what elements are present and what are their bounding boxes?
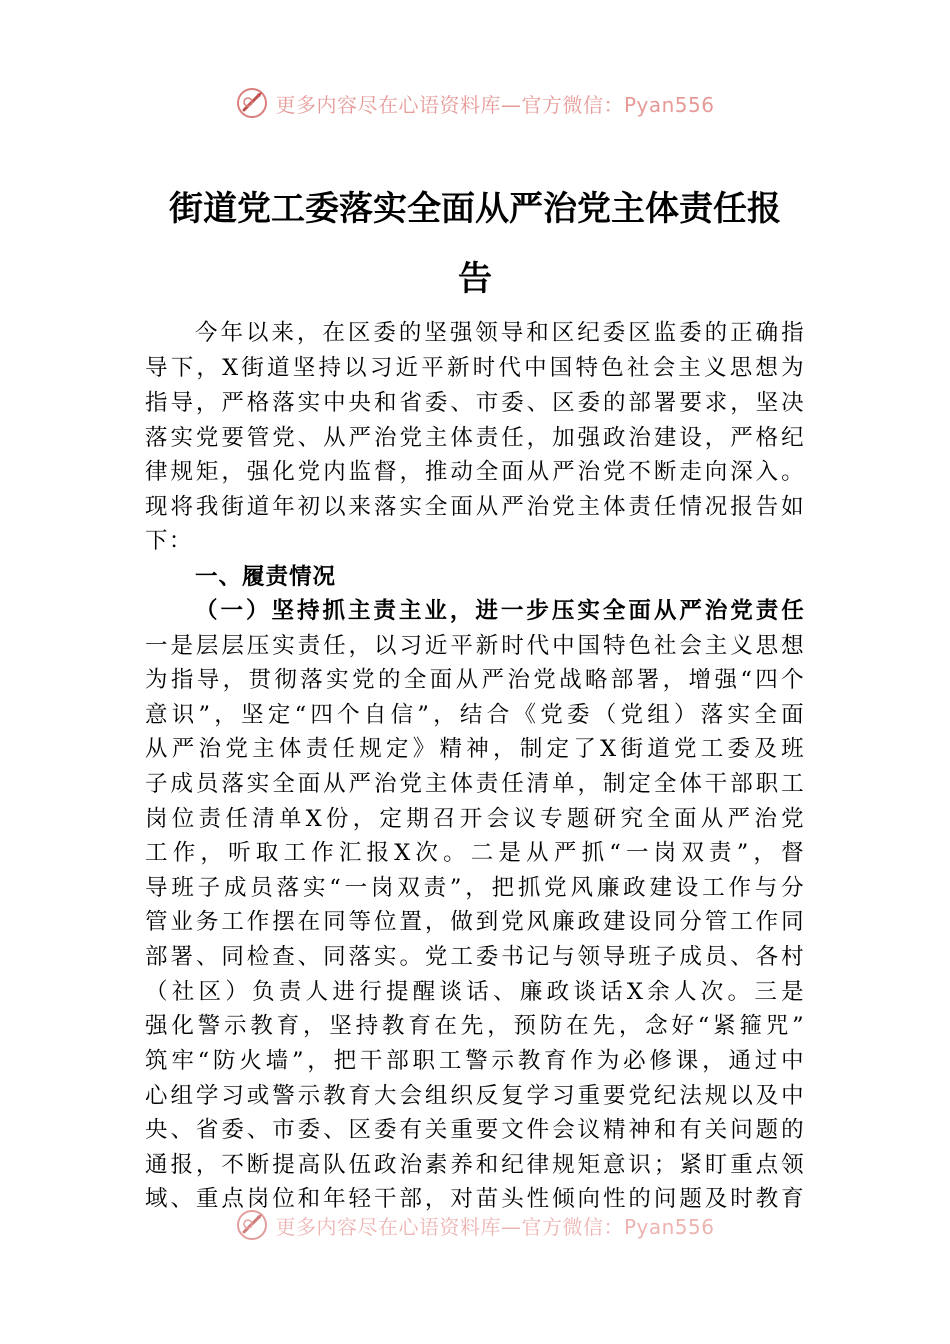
logo-icon	[235, 86, 269, 120]
body-line: 通报，不断提高队伍政治素养和纪律规矩意识；紧盯重点领	[145, 1152, 805, 1178]
body-line: 岗位责任清单X份，定期召开会议专题研究全面从严治党	[145, 806, 805, 832]
intro-line: 律规矩，强化党内监督，推动全面从严治党不断走向深入。	[145, 459, 805, 485]
body-line: 为指导，贯彻落实党的全面从严治党战略部署，增强“四个	[145, 667, 805, 693]
body-line: （社区）负责人进行提醒谈话、廉政谈话X余人次。三是	[145, 979, 805, 1005]
watermark-header	[0, 86, 950, 120]
body-line: 管业务工作摆在同等位置，做到党风廉政建设同分管工作同	[145, 909, 805, 935]
body-line: 子成员落实全面从严治党主体责任清单，制定全体干部职工	[145, 771, 805, 797]
body-line: 部署、同检查、同落实。党工委书记与领导班子成员、各村	[145, 944, 805, 970]
body-line: 央、省委、市委、区委有关重要文件会议精神和有关问题的	[145, 1117, 805, 1143]
intro-line: 现将我街道年初以来落实全面从严治党主体责任情况报告如	[145, 494, 805, 520]
body-line: 导班子成员落实“一岗双责”，把抓党风廉政建设工作与分	[145, 875, 805, 901]
intro-line: 指导，严格落实中央和省委、市委、区委的部署要求，坚决	[145, 390, 805, 416]
subsection-heading: （一）坚持抓主责主业，进一步压实全面从严治党责任	[195, 598, 805, 624]
watermark-text: 更多内容尽在心语资料库—官方微信：Pyan556	[275, 1214, 715, 1239]
body-line: 意识”，坚定“四个自信”，结合《党委（党组）落实全面	[145, 702, 805, 728]
body-line: 从严治党主体责任规定》精神，制定了X街道党工委及班	[145, 736, 805, 762]
body-line: 心组学习或警示教育大会组织反复学习重要党纪法规以及中	[145, 1083, 805, 1109]
document-title-line-2: 告	[458, 259, 492, 299]
intro-line: 落实党要管党、从严治党主体责任，加强政治建设，严格纪	[145, 425, 805, 451]
body-line: 域、重点岗位和年轻干部，对苗头性倾向性的问题及时教育	[145, 1186, 805, 1212]
intro-line: 今年以来，在区委的坚强领导和区纪委区监委的正确指	[195, 320, 805, 346]
body-line: 一是层层压实责任，以习近平新时代中国特色社会主义思想	[145, 633, 805, 659]
watermark-footer	[0, 1208, 950, 1242]
section-heading: 一、履责情况	[195, 564, 337, 590]
body-line: 工作，听取工作汇报X次。二是从严抓“一岗双责”，督	[145, 840, 805, 866]
intro-line: 导下，X街道坚持以习近平新时代中国特色社会主义思想为	[145, 355, 805, 381]
logo-icon	[235, 1208, 269, 1242]
document-title-line-1: 街道党工委落实全面从严治党主体责任报	[169, 189, 781, 229]
body-line: 强化警示教育，坚持教育在先，预防在先，念好“紧箍咒”	[145, 1013, 806, 1039]
intro-line: 下：	[145, 528, 193, 554]
watermark-text: 更多内容尽在心语资料库—官方微信：Pyan556	[275, 92, 715, 117]
body-line: 筑牢“防火墙”，把干部职工警示教育作为必修课，通过中	[145, 1048, 805, 1074]
